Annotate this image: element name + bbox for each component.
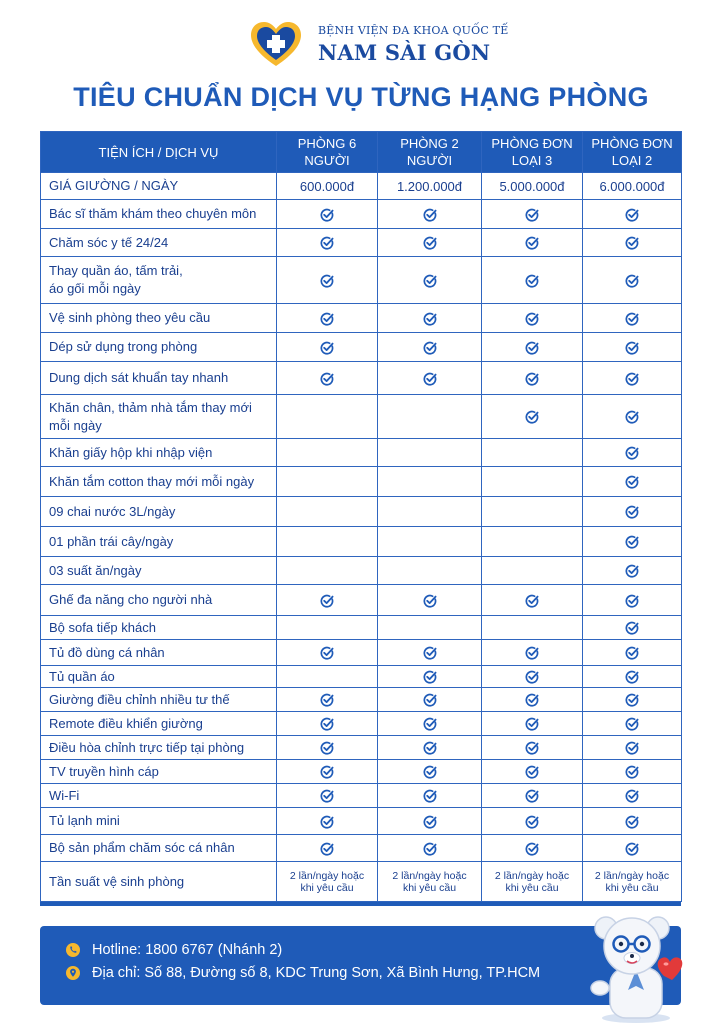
included-cell xyxy=(277,333,378,362)
frequency-cell: 2 lần/ngày hoặc khi yêu cầu xyxy=(482,862,583,902)
included-cell xyxy=(482,229,583,257)
table-row xyxy=(41,688,682,712)
included-cell xyxy=(378,257,482,304)
included-cell xyxy=(482,304,583,333)
check-circle-icon xyxy=(625,670,639,684)
table-row xyxy=(41,640,682,666)
empty-cell xyxy=(482,616,583,640)
included-cell xyxy=(277,835,378,862)
included-cell xyxy=(583,200,682,229)
included-cell xyxy=(378,688,482,712)
service-label: 03 suất ăn/ngày xyxy=(41,557,277,585)
check-circle-icon xyxy=(525,693,539,707)
check-circle-icon xyxy=(423,341,437,355)
service-label: Vệ sinh phòng theo yêu cầu xyxy=(41,304,277,333)
check-circle-icon xyxy=(320,842,334,856)
service-label: Tủ quần áo xyxy=(41,666,277,688)
check-circle-icon xyxy=(320,341,334,355)
cleaning-frequency-row xyxy=(41,862,682,902)
service-label: Dung dịch sát khuẩn tay nhanh xyxy=(41,362,277,395)
included-cell xyxy=(482,736,583,760)
table-row xyxy=(41,760,682,784)
check-circle-icon xyxy=(625,693,639,707)
check-circle-icon xyxy=(525,236,539,250)
hospital-logo-icon xyxy=(248,20,304,70)
frequency-cell: 2 lần/ngày hoặc khi yêu cầu xyxy=(277,862,378,902)
included-cell xyxy=(482,585,583,616)
included-cell xyxy=(378,712,482,736)
included-cell xyxy=(482,666,583,688)
check-circle-icon xyxy=(625,341,639,355)
check-circle-icon xyxy=(525,717,539,731)
table-row xyxy=(41,784,682,808)
check-circle-icon xyxy=(625,446,639,460)
table-row xyxy=(41,467,682,497)
service-label: Giường điều chỉnh nhiều tư thế xyxy=(41,688,277,712)
included-cell xyxy=(378,362,482,395)
check-circle-icon xyxy=(320,312,334,326)
included-cell xyxy=(482,395,583,439)
check-circle-icon xyxy=(525,815,539,829)
price-cell: 1.200.000đ xyxy=(378,173,482,200)
empty-cell xyxy=(277,527,378,557)
check-circle-icon xyxy=(625,717,639,731)
table-row xyxy=(41,808,682,835)
check-circle-icon xyxy=(525,789,539,803)
check-circle-icon xyxy=(525,842,539,856)
service-label: 01 phần trái cây/ngày xyxy=(41,527,277,557)
hotline-text: Hotline: 1800 6767 (Nhánh 2) xyxy=(92,942,283,958)
included-cell xyxy=(583,527,682,557)
empty-cell xyxy=(378,557,482,585)
service-label: Remote điều khiển giường xyxy=(41,712,277,736)
service-label: Tủ lạnh mini xyxy=(41,808,277,835)
included-cell xyxy=(583,712,682,736)
included-cell xyxy=(482,835,583,862)
empty-cell xyxy=(277,467,378,497)
included-cell xyxy=(482,257,583,304)
location-pin-icon xyxy=(66,966,80,980)
check-circle-icon xyxy=(423,789,437,803)
table-row xyxy=(41,557,682,585)
included-cell xyxy=(482,784,583,808)
included-cell xyxy=(277,585,378,616)
check-circle-icon xyxy=(423,693,437,707)
check-circle-icon xyxy=(525,341,539,355)
included-cell xyxy=(378,736,482,760)
check-circle-icon xyxy=(320,693,334,707)
included-cell xyxy=(583,808,682,835)
service-label: 09 chai nước 3L/ngày xyxy=(41,497,277,527)
included-cell xyxy=(277,304,378,333)
included-cell xyxy=(583,557,682,585)
frequency-cell: 2 lần/ngày hoặc khi yêu cầu xyxy=(583,862,682,902)
check-circle-icon xyxy=(423,236,437,250)
price-row xyxy=(41,173,682,200)
included-cell xyxy=(482,760,583,784)
check-circle-icon xyxy=(625,564,639,578)
check-circle-icon xyxy=(625,842,639,856)
included-cell xyxy=(378,333,482,362)
empty-cell xyxy=(277,616,378,640)
included-cell xyxy=(277,736,378,760)
table-row xyxy=(41,257,682,304)
empty-cell xyxy=(482,557,583,585)
check-circle-icon xyxy=(625,535,639,549)
check-circle-icon xyxy=(525,372,539,386)
empty-cell xyxy=(378,467,482,497)
check-circle-icon xyxy=(525,410,539,424)
included-cell xyxy=(378,200,482,229)
service-label: Điều hòa chỉnh trực tiếp tại phòng xyxy=(41,736,277,760)
table-header-row xyxy=(41,132,682,173)
check-circle-icon xyxy=(525,208,539,222)
service-label: Bộ sofa tiếp khách xyxy=(41,616,277,640)
included-cell xyxy=(378,229,482,257)
price-cell: 600.000đ xyxy=(277,173,378,200)
service-table xyxy=(40,131,682,902)
service-label: Tần suất vệ sinh phòng xyxy=(41,862,277,902)
header-service-column: TIỆN ÍCH / DỊCH VỤ xyxy=(41,132,277,173)
service-label: Ghế đa năng cho người nhà xyxy=(41,585,277,616)
check-circle-icon xyxy=(625,646,639,660)
empty-cell xyxy=(277,557,378,585)
header-room-type-2: PHÒNG 2 NGƯỜI xyxy=(378,132,482,173)
included-cell xyxy=(378,808,482,835)
check-circle-icon xyxy=(525,646,539,660)
included-cell xyxy=(482,362,583,395)
service-label: Dép sử dụng trong phòng xyxy=(41,333,277,362)
page-title: TIÊU CHUẨN DỊCH VỤ TỪNG HẠNG PHÒNG xyxy=(73,82,649,112)
empty-cell xyxy=(482,497,583,527)
included-cell xyxy=(583,229,682,257)
included-cell xyxy=(583,760,682,784)
included-cell xyxy=(277,200,378,229)
table-row xyxy=(41,304,682,333)
check-circle-icon xyxy=(423,372,437,386)
service-label: Khăn tắm cotton thay mới mỗi ngày xyxy=(41,467,277,497)
service-label: GIÁ GIƯỜNG / NGÀY xyxy=(41,173,277,200)
empty-cell xyxy=(378,497,482,527)
included-cell xyxy=(482,712,583,736)
check-circle-icon xyxy=(625,372,639,386)
table-row xyxy=(41,333,682,362)
check-circle-icon xyxy=(525,765,539,779)
empty-cell xyxy=(277,395,378,439)
check-circle-icon xyxy=(423,670,437,684)
address-line xyxy=(66,965,540,981)
table-row xyxy=(41,497,682,527)
included-cell xyxy=(378,835,482,862)
check-circle-icon xyxy=(423,717,437,731)
table-row xyxy=(41,200,682,229)
included-cell xyxy=(378,304,482,333)
check-circle-icon xyxy=(320,274,334,288)
brand-name: NAM SÀI GÒN xyxy=(318,40,491,65)
included-cell xyxy=(277,229,378,257)
included-cell xyxy=(583,688,682,712)
check-circle-icon xyxy=(625,765,639,779)
check-circle-icon xyxy=(525,670,539,684)
check-circle-icon xyxy=(423,274,437,288)
included-cell xyxy=(583,333,682,362)
included-cell xyxy=(277,784,378,808)
check-circle-icon xyxy=(625,741,639,755)
empty-cell xyxy=(378,616,482,640)
check-circle-icon xyxy=(423,208,437,222)
header-room-type-4: PHÒNG ĐƠN LOẠI 2 xyxy=(583,132,682,173)
check-circle-icon xyxy=(625,505,639,519)
check-circle-icon xyxy=(625,815,639,829)
included-cell xyxy=(378,585,482,616)
hotline-line xyxy=(66,942,282,958)
check-circle-icon xyxy=(423,741,437,755)
included-cell xyxy=(482,640,583,666)
table-row xyxy=(41,736,682,760)
included-cell xyxy=(583,304,682,333)
check-circle-icon xyxy=(423,312,437,326)
price-cell: 5.000.000đ xyxy=(482,173,583,200)
check-circle-icon xyxy=(423,842,437,856)
check-circle-icon xyxy=(625,594,639,608)
included-cell xyxy=(482,200,583,229)
check-circle-icon xyxy=(625,410,639,424)
included-cell xyxy=(583,395,682,439)
service-table-container xyxy=(40,131,681,906)
empty-cell xyxy=(482,527,583,557)
included-cell xyxy=(583,784,682,808)
table-row xyxy=(41,835,682,862)
service-label: Bộ sản phẩm chăm sóc cá nhân xyxy=(41,835,277,862)
included-cell xyxy=(277,712,378,736)
empty-cell xyxy=(277,439,378,467)
service-label: Wi-Fi xyxy=(41,784,277,808)
check-circle-icon xyxy=(320,815,334,829)
service-label: Bác sĩ thăm khám theo chuyên môn xyxy=(41,200,277,229)
table-row xyxy=(41,616,682,640)
check-circle-icon xyxy=(525,274,539,288)
table-row xyxy=(41,362,682,395)
service-label: Thay quần áo, tấm trải, áo gối mỗi ngày xyxy=(41,257,277,304)
included-cell xyxy=(583,736,682,760)
included-cell xyxy=(583,640,682,666)
bear-doctor-mascot-icon xyxy=(580,906,692,1024)
check-circle-icon xyxy=(320,789,334,803)
table-row xyxy=(41,439,682,467)
included-cell xyxy=(583,362,682,395)
table-row xyxy=(41,527,682,557)
check-circle-icon xyxy=(625,789,639,803)
brand-subtitle: BỆNH VIỆN ĐA KHOA QUỐC TẾ xyxy=(318,24,509,37)
frequency-cell: 2 lần/ngày hoặc khi yêu cầu xyxy=(378,862,482,902)
check-circle-icon xyxy=(423,646,437,660)
check-circle-icon xyxy=(625,621,639,635)
service-label: TV truyền hình cáp xyxy=(41,760,277,784)
empty-cell xyxy=(482,439,583,467)
check-circle-icon xyxy=(320,717,334,731)
check-circle-icon xyxy=(525,594,539,608)
check-circle-icon xyxy=(320,765,334,779)
check-circle-icon xyxy=(320,372,334,386)
empty-cell xyxy=(378,395,482,439)
service-label: Chăm sóc y tế 24/24 xyxy=(41,229,277,257)
check-circle-icon xyxy=(625,236,639,250)
header-room-type-1: PHÒNG 6 NGƯỜI xyxy=(277,132,378,173)
included-cell xyxy=(583,257,682,304)
included-cell xyxy=(583,585,682,616)
included-cell xyxy=(378,760,482,784)
price-cell: 6.000.000đ xyxy=(583,173,682,200)
check-circle-icon xyxy=(423,815,437,829)
included-cell xyxy=(583,439,682,467)
included-cell xyxy=(583,835,682,862)
empty-cell xyxy=(378,527,482,557)
service-label: Khăn chân, thảm nhà tắm thay mới mỗi ngày xyxy=(41,395,277,439)
table-row xyxy=(41,585,682,616)
table-row xyxy=(41,395,682,439)
address-text: Địa chỉ: Số 88, Đường số 8, KDC Trung Sơn, Xã Bình Hưng, TP.HCM xyxy=(92,965,541,981)
empty-cell xyxy=(277,497,378,527)
included-cell xyxy=(482,333,583,362)
check-circle-icon xyxy=(625,274,639,288)
empty-cell xyxy=(277,666,378,688)
included-cell xyxy=(277,362,378,395)
empty-cell xyxy=(378,439,482,467)
check-circle-icon xyxy=(320,594,334,608)
check-circle-icon xyxy=(320,741,334,755)
check-circle-icon xyxy=(320,646,334,660)
table-row xyxy=(41,712,682,736)
check-circle-icon xyxy=(625,208,639,222)
header-room-type-3: PHÒNG ĐƠN LOẠI 3 xyxy=(482,132,583,173)
included-cell xyxy=(583,467,682,497)
included-cell xyxy=(277,257,378,304)
included-cell xyxy=(378,640,482,666)
hospital-header xyxy=(0,14,722,70)
check-circle-icon xyxy=(525,312,539,326)
included-cell xyxy=(583,616,682,640)
included-cell xyxy=(277,640,378,666)
table-row xyxy=(41,229,682,257)
phone-icon xyxy=(66,943,80,957)
included-cell xyxy=(482,688,583,712)
included-cell xyxy=(482,808,583,835)
check-circle-icon xyxy=(423,594,437,608)
check-circle-icon xyxy=(423,765,437,779)
check-circle-icon xyxy=(320,208,334,222)
included-cell xyxy=(277,808,378,835)
included-cell xyxy=(583,497,682,527)
included-cell xyxy=(277,760,378,784)
check-circle-icon xyxy=(625,475,639,489)
included-cell xyxy=(378,666,482,688)
included-cell xyxy=(378,784,482,808)
service-label: Khăn giấy hộp khi nhập viện xyxy=(41,439,277,467)
empty-cell xyxy=(482,467,583,497)
check-circle-icon xyxy=(625,312,639,326)
included-cell xyxy=(277,688,378,712)
check-circle-icon xyxy=(320,236,334,250)
table-row xyxy=(41,666,682,688)
included-cell xyxy=(583,666,682,688)
check-circle-icon xyxy=(525,741,539,755)
service-label: Tủ đồ dùng cá nhân xyxy=(41,640,277,666)
